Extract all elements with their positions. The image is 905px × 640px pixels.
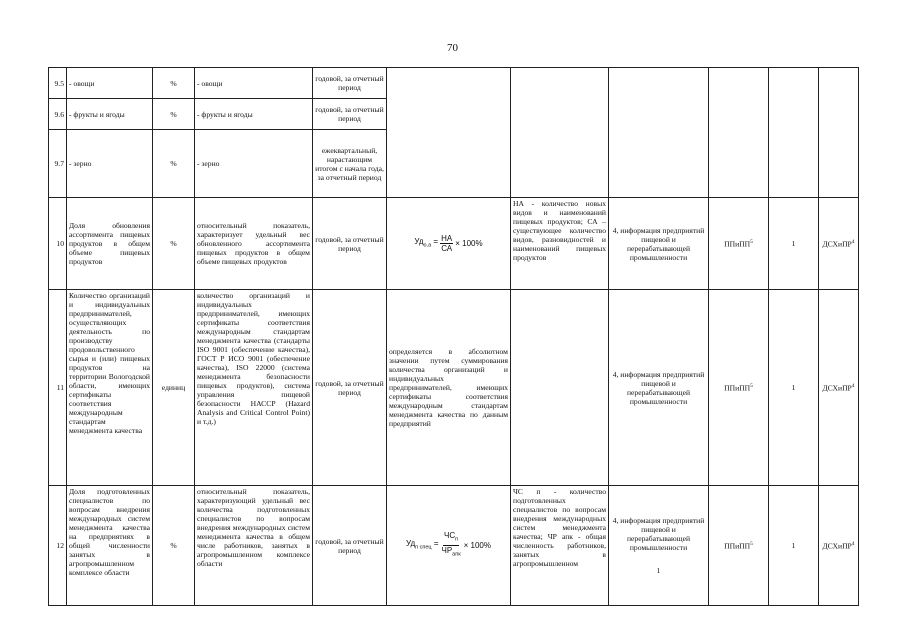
- unit-cell: единиц: [153, 290, 195, 486]
- indicator-name: - зерно: [67, 130, 153, 198]
- definition-cell: относительный показатель, характеризующий удельный вес количества подготовленных специалистов по вопросам внедрения международных систем менеджмента качества в общем числе работников, занятых в агропромышленном комплексе области: [195, 486, 313, 606]
- period-cell: годовой, за отчетный период: [313, 198, 387, 290]
- calc-cell: ЧС п - количество подготовленных специалистов по вопросам внедрения международных систем менеджмента качества; ЧР апк - общая численность работников, занятых в агропромышленном: [511, 486, 609, 606]
- page-number: 70: [447, 42, 458, 54]
- period-cell: годовой, за отчетный период: [313, 486, 387, 606]
- period-cell: годовой, за отчетный период: [313, 99, 387, 130]
- formula: $Уд_{о.а}$ = $\frac{НА}{СА}$ × 100%: [414, 234, 483, 253]
- calc-cell: НА - количество новых видов и наименований пищевых продуктов; СА – существующее количество видов, разновидностей и наименований пищевых продуктов: [511, 198, 609, 290]
- period-cell: годовой, за отчетный период: [313, 290, 387, 486]
- definition-cell: количество организаций и индивидуальных предпринимателей, имеющих сертификаты соответствия международным стандартам менеджмента качества (стандарты ISO 9001 (обеспечение качества), ГОСТ Р ИСО 9001 (обеспечение качества), ISO 22000 (система менеджмента безопасности пищевых продуктов), система управления пищевой безопасности НАССР (Hazard Analysis and Critical Control Point) и т.д.): [195, 290, 313, 486]
- unit-cell: %: [153, 68, 195, 99]
- formula: $Уд_{п спец}$ = $\frac{ЧС_п}{ЧР_{апк}}$ × 100%: [406, 531, 491, 558]
- definition-cell: - фрукты и ягоды: [195, 99, 313, 130]
- definition-cell: - зерно: [195, 130, 313, 198]
- indicator-name: Доля обновления ассортимента пищевых продуктов в общем объеме пищевых продуктов: [67, 198, 153, 290]
- table-row: [49, 290, 859, 486]
- definition-cell: относительный показатель, характеризует удельный вес обновленного ассортимента пищевых продуктов в общем объеме пищевых продуктов: [195, 198, 313, 290]
- period-cell: ежеквартальный, нарастающим итогом с начала года, за отчетный период: [313, 130, 387, 198]
- resp-cell: ППиПП$^5$: [709, 290, 769, 486]
- doc-cell: [819, 68, 859, 198]
- source-extra: 1: [656, 566, 661, 575]
- definition-cell: - овощи: [195, 68, 313, 99]
- unit-cell: %: [153, 198, 195, 290]
- table-row: [49, 68, 859, 99]
- row-number: 9.7: [49, 130, 67, 198]
- method-cell: определяется в абсолютном значении путем суммирования количества организаций и индивидуальных предпринимателей, имеющих сертификаты соответствия международным стандартам менеджмента качества по данным предприятий: [387, 290, 511, 486]
- formula-cell: [387, 68, 511, 198]
- indicator-name: Доля подготовленных специалистов по вопросам внедрения международных систем менеджмента качества на предприятиях в общей численности занятых в агропромышленном комплексе области: [67, 486, 153, 606]
- level-cell: 1: [769, 486, 819, 606]
- row-number: 9.5: [49, 68, 67, 99]
- doc-cell: ДСХиПР$^4$: [819, 486, 859, 606]
- source-cell: 4, информация предприятий пищевой и перерабатывающей промышленности 1: [609, 486, 709, 606]
- doc-cell: ДСХиПР$^4$: [819, 198, 859, 290]
- row-number: 10: [49, 198, 67, 290]
- indicator-name: Количество организаций и индивидуальных предпринимателей, осуществляющих деятельность по производству продовольственного сырья и (или) пищевых продуктов на территории Вологодской области, имеющих сертификаты соответствия международным стандартам менеджмента качества: [67, 290, 153, 486]
- resp-cell: ППиПП$^5$: [709, 198, 769, 290]
- resp-cell: ППиПП$^5$: [709, 486, 769, 606]
- formula-cell: [387, 486, 511, 606]
- source-cell: 4, информация предприятий пищевой и перерабатывающей промышленности: [609, 198, 709, 290]
- unit-cell: %: [153, 486, 195, 606]
- indicator-name: - овощи: [67, 68, 153, 99]
- table-row: [49, 198, 859, 290]
- source-cell: 4, информация предприятий пищевой и перерабатывающей промышленности: [609, 290, 709, 486]
- row-number: 12: [49, 486, 67, 606]
- level-cell: 1: [769, 290, 819, 486]
- calc-cell: [511, 68, 609, 198]
- calc-cell: [511, 290, 609, 486]
- formula-cell: [387, 198, 511, 290]
- level-cell: 1: [769, 198, 819, 290]
- indicator-name: - фрукты и ягоды: [67, 99, 153, 130]
- unit-cell: %: [153, 99, 195, 130]
- indicators-table: [48, 67, 859, 606]
- doc-cell: ДСХиПР$^4$: [819, 290, 859, 486]
- unit-cell: %: [153, 130, 195, 198]
- period-cell: годовой, за отчетный период: [313, 68, 387, 99]
- level-cell: [769, 68, 819, 198]
- table-row: [49, 486, 859, 606]
- resp-cell: [709, 68, 769, 198]
- source-cell: [609, 68, 709, 198]
- row-number: 11: [49, 290, 67, 486]
- row-number: 9.6: [49, 99, 67, 130]
